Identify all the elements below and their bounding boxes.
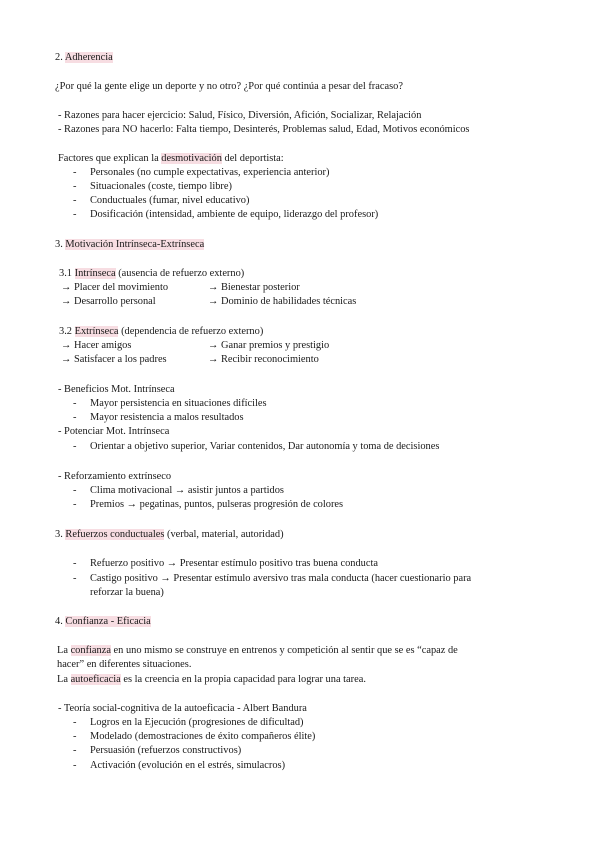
list-item: -: [73, 398, 77, 409]
intrinsic-item: → Desarrollo personal: [61, 296, 156, 307]
highlight: Motivación Intrínseca-Extrínseca: [65, 239, 205, 250]
section-2-heading: 2. Adherencia: [55, 52, 113, 63]
highlight: Confianza - Eficacia: [65, 616, 151, 627]
enhance-heading: - Potenciar Mot. Intrínseca: [58, 426, 170, 437]
list-item-text: Personales (no cumple expectativas, experiencia anterior): [90, 167, 330, 178]
highlight: autoeficacia: [70, 674, 121, 685]
list-item: -: [73, 167, 77, 178]
factors-intro: Factores que explican la desmotivación del deportista:: [58, 153, 284, 164]
list-item: -: [73, 499, 77, 510]
reinforcement-heading: - Reforzamiento extrínseco: [58, 471, 172, 482]
list-item-text: Logros en la Ejecución (progresiones de dificultad): [90, 717, 304, 728]
section-3-heading: 3. Motivación Intrínseca-Extrínseca: [55, 239, 205, 250]
list-item-text: Premios → pegatinas, puntos, pulseras progresión de colores: [90, 499, 344, 510]
list-item: -: [73, 745, 77, 756]
list-item: -: [73, 760, 77, 771]
list-item: -: [73, 485, 77, 496]
extrinsic-item: → Hacer amigos: [61, 340, 132, 351]
list-item-text: reforzar la buena): [90, 587, 164, 598]
list-item-text: Mayor persistencia en situaciones difíciles: [90, 398, 267, 409]
list-item-text: Dosificación (intensidad, ambiente de equipo, liderazgo del profesor): [90, 209, 379, 220]
list-item: -: [73, 412, 77, 423]
intrinsic-item: → Bienestar posterior: [208, 282, 300, 293]
extrinsic-heading: 3.2 Extrínseca (dependencia de refuerzo externo): [59, 326, 264, 337]
list-item: -: [73, 441, 77, 452]
benefits-heading: - Beneficios Mot. Intrínseca: [58, 384, 175, 395]
highlight: Extrínseca: [74, 326, 119, 337]
list-item: -: [73, 195, 77, 206]
list-item-text: Refuerzo positivo → Presentar estímulo positivo tras buena conducta: [90, 558, 378, 569]
list-item: -: [73, 731, 77, 742]
extrinsic-item: → Satisfacer a los padres: [61, 354, 167, 365]
list-item: -: [73, 558, 77, 569]
intrinsic-item: → Placer del movimiento: [61, 282, 169, 293]
highlight: Adherencia: [64, 52, 113, 63]
highlight: desmotivación: [161, 153, 222, 164]
selfefficacy-line: La autoeficacia es la creencia en la propia capacidad para lograr una tarea.: [57, 674, 366, 685]
confidence-line-2: hacer” en diferentes situaciones.: [57, 659, 192, 670]
list-item: -: [73, 181, 77, 192]
list-item-text: Situacionales (coste, tiempo libre): [90, 181, 232, 192]
list-item-text: Clima motivacional → asistir juntos a partidos: [90, 485, 284, 496]
theory-heading: - Teoría social-cognitiva de la autoeficacia - Albert Bandura: [58, 703, 307, 714]
intrinsic-heading: 3.1 Intrínseca (ausencia de refuerzo externo): [59, 268, 245, 279]
list-item-text: Conductuales (fumar, nivel educativo): [90, 195, 250, 206]
extrinsic-item: → Ganar premios y prestigio: [208, 340, 330, 351]
list-item-text: Persuasión (refuerzos constructivos): [90, 745, 242, 756]
list-item-text: Castigo positivo → Presentar estímulo aversivo tras mala conducta (hacer cuestionario para: [90, 573, 472, 584]
list-item-text: Modelado (demostraciones de éxito compañeros élite): [90, 731, 316, 742]
question-line: ¿Por qué la gente elige un deporte y no otro? ¿Por qué continúa a pesar del fracaso?: [55, 81, 403, 92]
confidence-line: La confianza en uno mismo se construye en entrenos y competición al sentir que se es “capaz de: [57, 645, 458, 656]
list-item: -: [73, 573, 77, 584]
intrinsic-item: → Dominio de habilidades técnicas: [208, 296, 357, 307]
behavioral-heading: 3. Refuerzos conductuales (verbal, material, autoridad): [55, 529, 284, 540]
list-item-text: Orientar a objetivo superior, Variar contenidos, Dar autonomía y toma de decisiones: [90, 441, 440, 452]
list-item: -: [73, 717, 77, 728]
highlight: Intrínseca: [74, 268, 116, 279]
reasons-for: - Razones para hacer ejercicio: Salud, Físico, Diversión, Afición, Socializar, Relajación: [58, 110, 422, 121]
highlight: Refuerzos conductuales: [65, 529, 165, 540]
extrinsic-item: → Recibir reconocimiento: [208, 354, 319, 365]
list-item-text: Mayor resistencia a malos resultados: [90, 412, 244, 423]
list-item-text: Activación (evolución en el estrés, simulacros): [90, 760, 286, 771]
highlight: confianza: [70, 645, 111, 656]
reasons-against: - Razones para NO hacerlo: Falta tiempo, Desinterés, Problemas salud, Edad, Motivos económicos: [58, 124, 470, 135]
list-item: -: [73, 209, 77, 220]
section-4-heading: 4. Confianza - Eficacia: [55, 616, 151, 627]
